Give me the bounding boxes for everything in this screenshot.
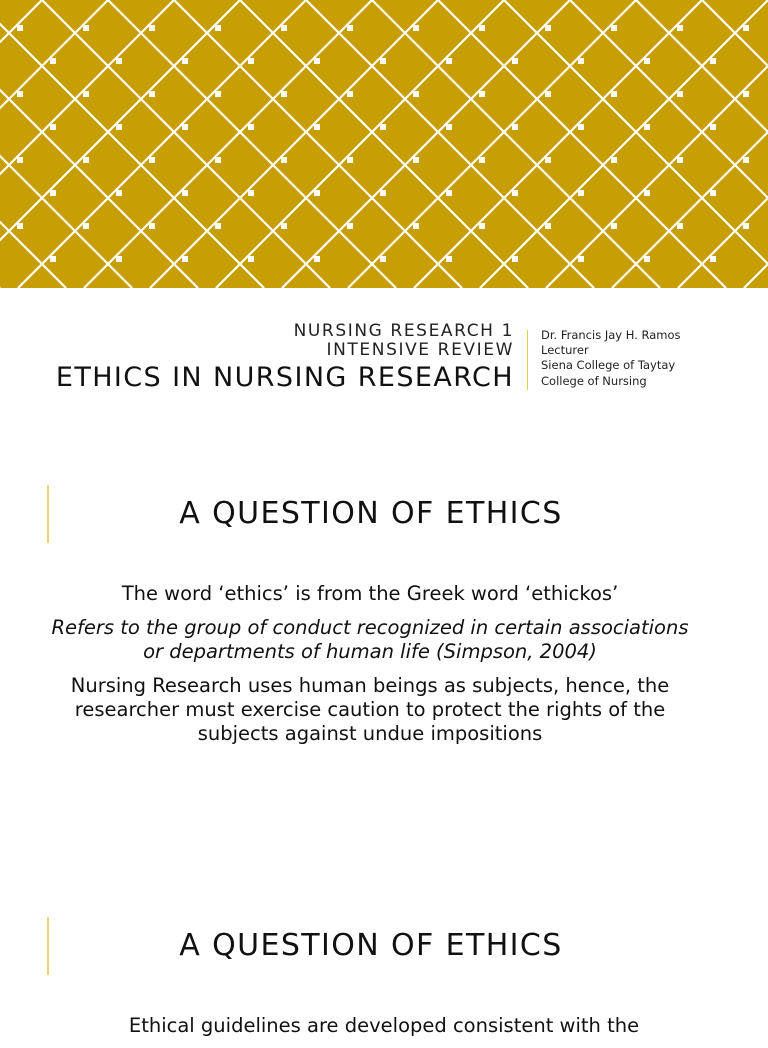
diamond-lattice-pattern (0, 0, 768, 288)
body-paragraph: Refers to the group of conduct recognized in certain associations or departments of human life (Simpson, 2004) (51, 616, 689, 663)
course-title: NURSING RESEARCH 1 (293, 321, 514, 341)
course-subtitle: INTENSIVE REVIEW (326, 340, 514, 360)
presenter-department: College of Nursing (541, 373, 647, 388)
presenter-name: Dr. Francis Jay H. Ramos (541, 328, 681, 342)
presenter-role: Lecturer (541, 343, 589, 358)
content-slide (0, 880, 768, 1037)
content-slide (0, 440, 768, 880)
presenter-info (541, 328, 681, 389)
body-paragraph: The word ‘ethics’ is from the Greek word ‘ethickos’ (121, 582, 619, 605)
title-slide (0, 0, 768, 440)
title-block (56, 322, 514, 395)
slide-heading: A QUESTION OF ETHICS (179, 928, 563, 963)
slide-body (40, 582, 700, 756)
title-divider (527, 330, 528, 390)
presentation-title: ETHICS IN NURSING RESEARCH (55, 362, 514, 393)
body-paragraph: Ethical guidelines are developed consistent with the (128, 1014, 640, 1037)
body-paragraph: Nursing Research uses human beings as subjects, hence, the researcher must exercise caution to protect the rights of the subjects against undue impositions (70, 674, 670, 745)
presenter-institution: Siena College of Taytay (541, 358, 676, 373)
slide-heading: A QUESTION OF ETHICS (179, 496, 563, 531)
slide-body (0, 1014, 768, 1048)
